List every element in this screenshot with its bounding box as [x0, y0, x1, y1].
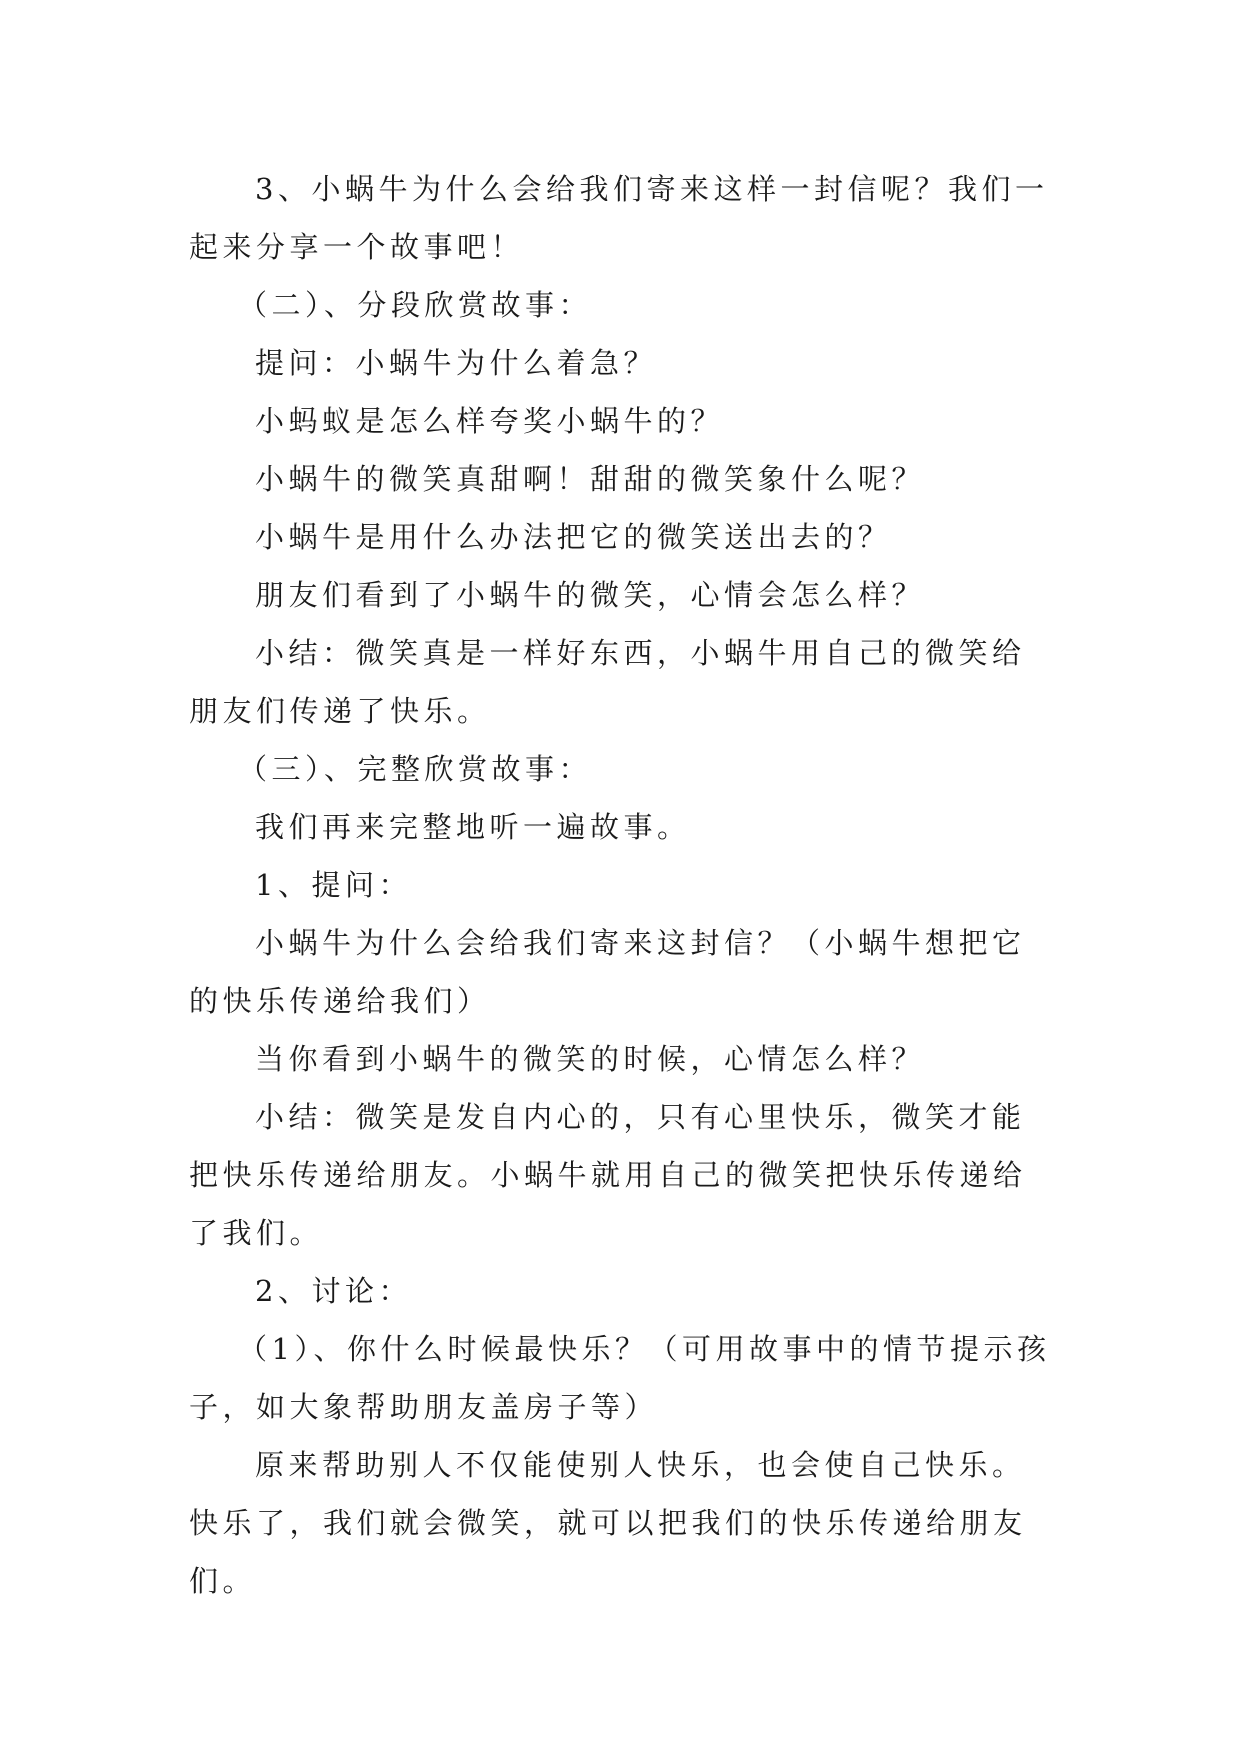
paragraph-text: 我们再来完整地听一遍故事。	[255, 810, 691, 844]
paragraph-subheading: 1、提问：	[255, 868, 412, 902]
document-body	[189, 160, 1057, 1610]
paragraph-question: 小蚂蚁是怎么样夸奖小蜗牛的？	[255, 404, 725, 438]
paragraph-question: 小蜗牛的微笑真甜啊！甜甜的微笑象什么呢？	[255, 462, 926, 496]
section-heading-2: （二）、分段欣赏故事：	[238, 288, 593, 322]
paragraph-question: 小蜗牛是用什么办法把它的微笑送出去的？	[255, 520, 892, 554]
paragraph-question: 朋友们看到了小蜗牛的微笑，心情会怎么样？	[255, 578, 926, 612]
paragraph-question: 当你看到小蜗牛的微笑的时候，心情怎么样？	[255, 1042, 926, 1076]
paragraph-summary: 小结：微笑真是一样好东西，小蜗牛用自己的微笑给朋友们传递了快乐。	[189, 636, 1026, 728]
paragraph-conclusion: 原来帮助别人不仅能使别人快乐，也会使自己快乐。快乐了，我们就会微笑，就可以把我们的快乐传递给朋友们。	[189, 1448, 1027, 1598]
paragraph-discussion: （1）、你什么时候最快乐？（可用故事中的情节提示孩子，如大象帮助朋友盖房子等）	[189, 1332, 1051, 1424]
paragraph-question: 小蜗牛为什么会给我们寄来这封信？（小蜗牛想把它的快乐传递给我们）	[189, 926, 1026, 1018]
paragraph-summary: 小结：微笑是发自内心的，只有心里快乐，微笑才能把快乐传递给朋友。小蜗牛就用自己的微笑把快乐传递给了我们。	[189, 1100, 1027, 1250]
paragraph-subheading: 2、讨论：	[255, 1274, 412, 1308]
section-heading-3: （三）、完整欣赏故事：	[238, 752, 593, 786]
paragraph-question: 提问：小蜗牛为什么着急？	[255, 346, 658, 380]
paragraph-question-3: 3、小蜗牛为什么会给我们寄来这样一封信呢？我们一起来分享一个故事吧！	[189, 172, 1049, 264]
